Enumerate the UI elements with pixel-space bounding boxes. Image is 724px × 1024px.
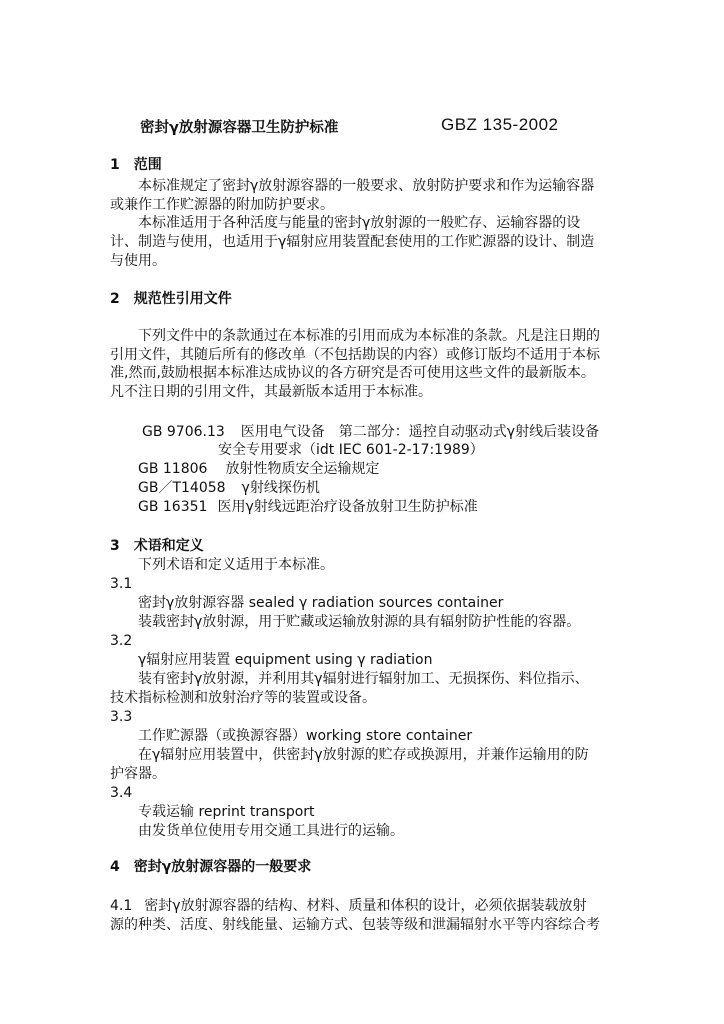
section-number: 4: [110, 859, 120, 875]
paragraph-line: 或兼作工作贮源器的附加防护要求。: [110, 197, 334, 213]
term-name: 密封γ放射源容器 sealed γ radiation sources container: [138, 595, 504, 611]
section-title: 术语和定义: [133, 538, 204, 554]
reference-title-continued: 安全专用要求（idt IEC 601-2-17:1989）: [218, 442, 484, 458]
paragraph-line: 计、制造与使用，也适用于γ辐射应用装置配套使用的工作贮源器的设计、制造: [110, 234, 595, 250]
reference-code: GB／T14058: [138, 480, 226, 496]
paragraph-line: 引用文件，其随后所有的修改单（不包括勘误的内容）或修订版均不适用于本标: [110, 347, 600, 363]
standard-code: GBZ 135-2002: [441, 115, 559, 134]
reference-code: GB 11806: [138, 461, 208, 477]
reference-code: GB 9706.13: [142, 424, 225, 440]
term-number: 3.4: [110, 785, 133, 801]
paragraph-line: 本标准适用于各种活度与能量的密封γ放射源的一般贮存、运输容器的设: [138, 215, 581, 231]
section-title: 范围: [133, 157, 162, 173]
reference-item: [138, 498, 478, 516]
reference-item: [138, 460, 379, 478]
section-title: 密封γ放射源容器的一般要求: [133, 859, 312, 875]
term-definition: 在γ辐射应用装置中，供密封γ放射源的贮存或换源用，并兼作运输用的防: [138, 747, 589, 763]
term-definition: 装载密封γ放射源，用于贮藏或运输放射源的具有辐射防护性能的容器。: [138, 614, 581, 630]
term-name: 工作贮源器（或换源容器）working store container: [138, 728, 473, 744]
section-number: 1: [110, 157, 120, 173]
section-title: 规范性引用文件: [133, 291, 232, 307]
reference-title: 医用γ射线远距治疗设备放射卫生防护标准: [217, 499, 478, 515]
paragraph-line: 下列术语和定义适用于本标准。: [138, 557, 334, 573]
section-4-heading: [110, 858, 311, 876]
clause-text: 密封γ放射源容器的结构、材料、质量和体积的设计，必须依据装载放射: [144, 898, 587, 914]
reference-item: [142, 423, 599, 441]
reference-code: GB 16351: [138, 499, 208, 515]
term-number: 3.2: [110, 633, 133, 649]
term-definition: 护容器。: [110, 766, 166, 782]
document-title: 密封γ放射源容器卫生防护标准: [140, 120, 339, 136]
paragraph-line: 凡不注日期的引用文件，其最新版本适用于本标准。: [110, 384, 432, 400]
term-definition: 技术指标检测和放射治疗等的装置或设备。: [110, 690, 376, 706]
paragraph-line: 源的种类、活度、射线能量、运输方式、包装等级和泄漏辐射水平等内容综合考: [110, 917, 600, 933]
paragraph-line: 准,然而,鼓励根据本标准达成协议的各方研究是否可使用这些文件的最新版本。: [110, 365, 595, 381]
paragraph-line: 下列文件中的条款通过在本标准的引用而成为本标准的条款。凡是注日期的: [138, 328, 600, 344]
section-3-heading: [110, 537, 204, 555]
term-definition: 装有密封γ放射源，并利用其γ辐射进行辐射加工、无损探伤、料位指示、: [138, 671, 589, 687]
paragraph-line: [110, 897, 587, 915]
reference-title: 放射性物质安全运输规定: [225, 461, 380, 477]
term-number: 3.1: [110, 576, 133, 592]
section-number: 2: [110, 291, 120, 307]
section-number: 3: [110, 538, 120, 554]
term-definition: 由发货单位使用专用交通工具进行的运输。: [138, 823, 404, 839]
paragraph-line: 与使用。: [110, 253, 166, 269]
clause-number: 4.1: [110, 898, 133, 914]
term-name: γ辐射应用装置 equipment using γ radiation: [138, 652, 433, 668]
section-1-heading: [110, 156, 162, 174]
reference-title: 医用电气设备 第二部分：遥控自动驱动式γ射线后装设备: [240, 424, 600, 440]
term-name: 专载运输 reprint transport: [138, 804, 315, 820]
reference-item: [138, 479, 320, 497]
term-number: 3.3: [110, 709, 133, 725]
paragraph-line: 本标准规定了密封γ放射源容器的一般要求、放射防护要求和作为运输容器: [138, 178, 595, 194]
section-2-heading: [110, 290, 232, 308]
reference-title: γ射线探伤机: [241, 480, 320, 496]
